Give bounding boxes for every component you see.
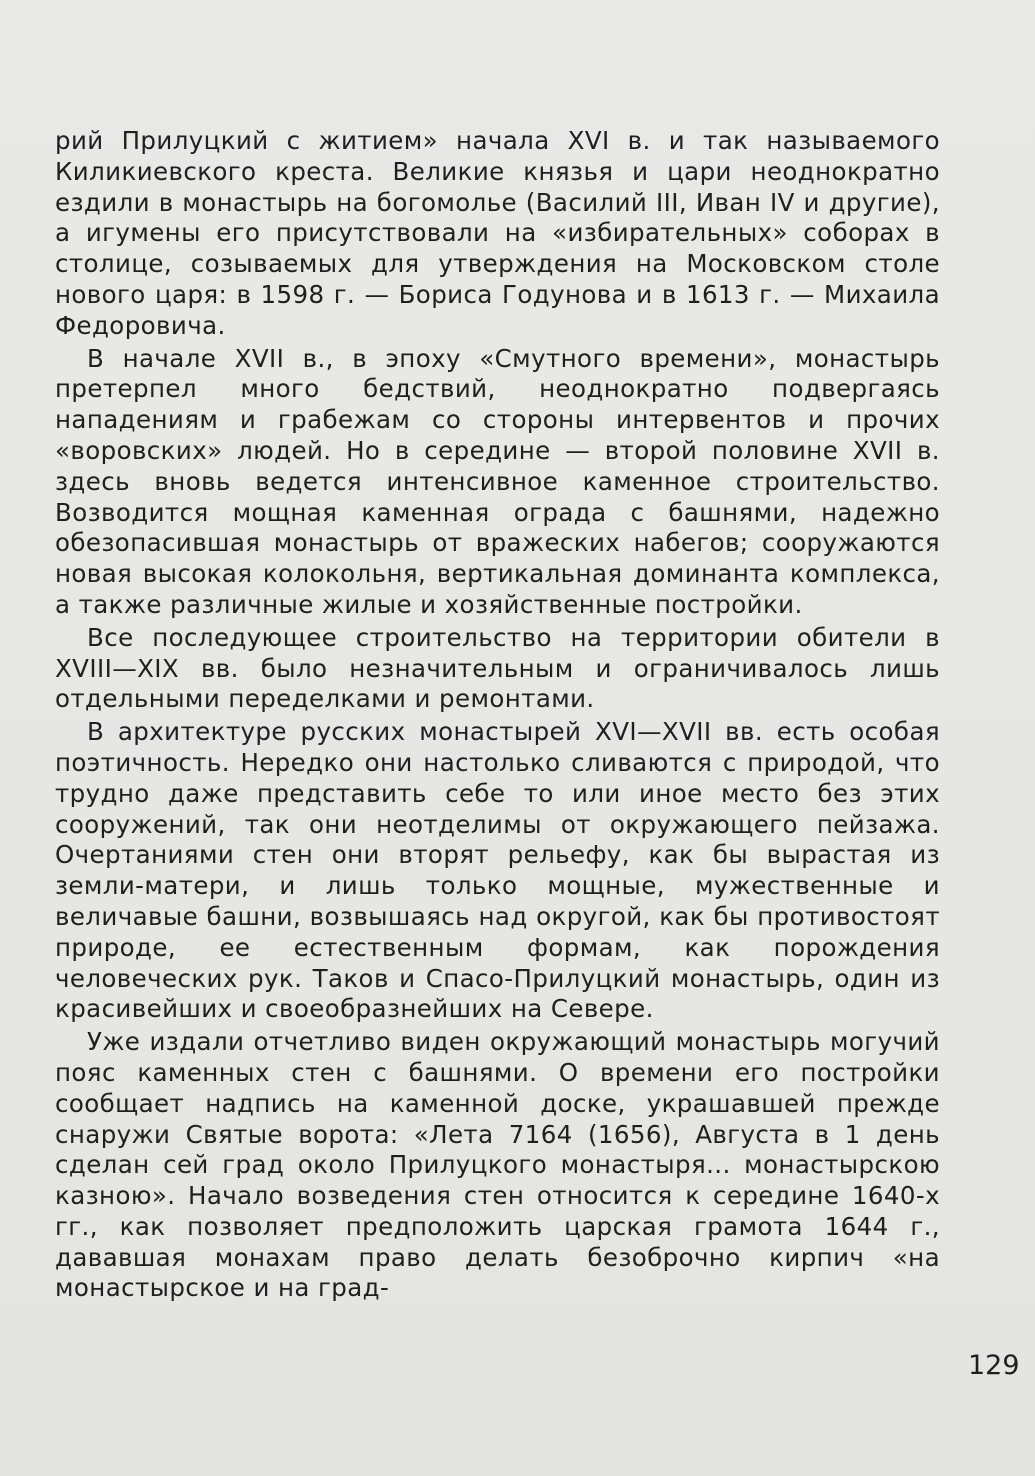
paragraph-continued: рий Прилуцкий с житием» начала XVI в. и так называемого Киликиевского креста. Великие князья и цари неоднократно ездили в монастырь на богомолье (Василий III, Иван IV и другие), а игумены его присутствовали на «избирательных» соборах в столице, созываемых для утверждения на Московском столе нового царя: в 1598 г. — Бориса Годунова и в 1613 г. — Михаила Федоровича. [55, 126, 940, 340]
page-number: 129 [968, 1350, 1020, 1381]
paragraph-stone-walls: Уже издали отчетливо виден окружающий монастырь могучий пояс каменных стен с башнями. О времени его постройки сообщает надпись на каменной доске, украшавшей прежде снаружи Святые ворота: «Лета 7164 (1656), Августа в 1 день сделан сей град около Прилуцкого монастыря... монастырскою казною». Начало возведения стен относится к середине 1640-х гг., как позволяет предположить царская грамота 1644 г., дававшая монахам право делать безоброчно кирпич «на монастырское и на град- [55, 1027, 940, 1303]
paragraph-troubles-era: В начале XVII в., в эпоху «Смутного времени», монастырь претерпел много бедствий, неоднократно подвергаясь нападениям и грабежам со стороны интервентов и прочих «воровских» людей. Но в середине — второй половине XVII в. здесь вновь ведется интенсивное каменное строительство. Возводится мощная каменная ограда с башнями, надежно обезопасившая монастырь от вражеских набегов; сооружаются новая высокая колокольня, вертикальная доминанта комплекса, а также различные жилые и хозяйственные постройки. [55, 343, 940, 619]
paragraph-later-construction: Все последующее строительство на территории обители в XVIII—XIX вв. было незначительным и ограничивалось лишь отдельными переделками и ремонтами. [55, 622, 940, 714]
body-text [55, 126, 940, 1306]
paragraph-architecture-poetics: В архитектуре русских монастырей XVI—XVII вв. есть особая поэтичность. Нередко они настолько сливаются с природой, что трудно даже представить себе то или иное место без этих сооружений, так они неотделимы от окружающего пейзажа. Очертаниями стен они вторят рельефу, как бы вырастая из земли-матери, и лишь только мощные, мужественные и величавые башни, возвышаясь над округой, как бы противостоят природе, ее естественным формам, как порождения человеческих рук. Таков и Спасо-Прилуцкий монастырь, один из красивейших и своеобразнейших на Севере. [55, 717, 940, 1024]
